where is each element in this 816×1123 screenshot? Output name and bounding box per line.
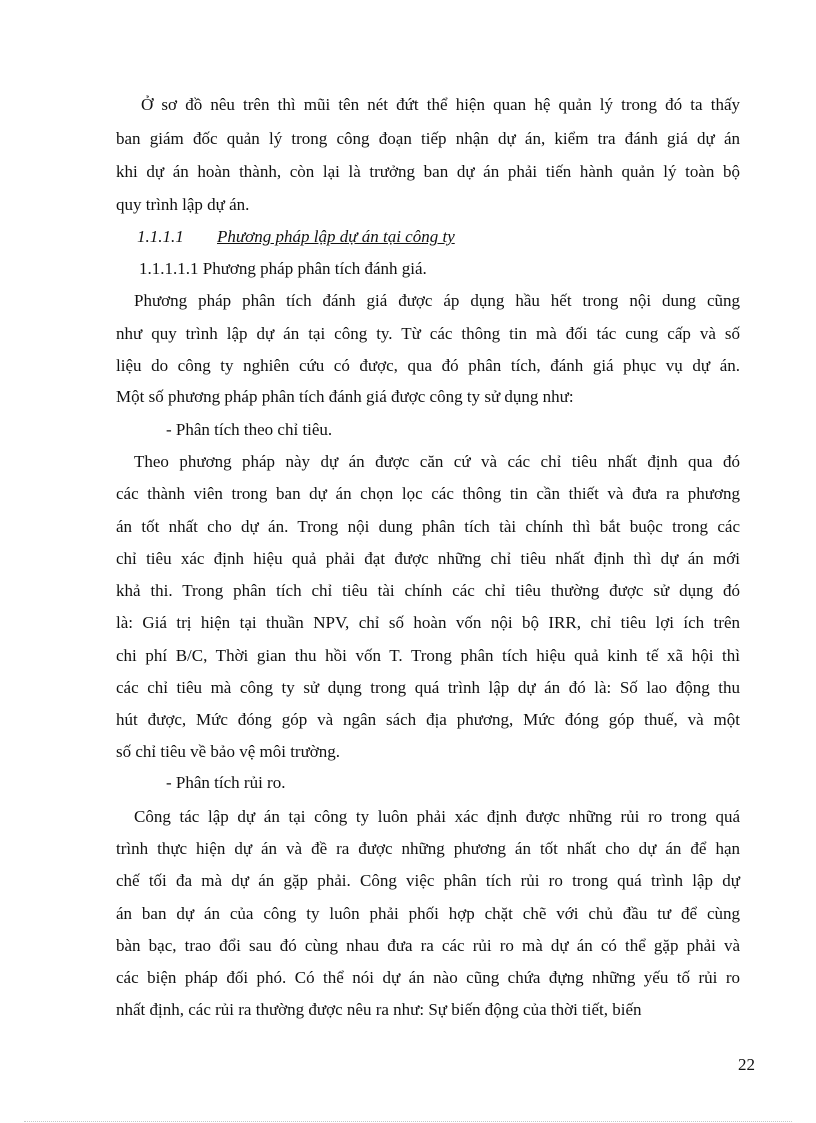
paragraph-4-line-3: chế tối đa mà dự án gặp phải. Công việc phân tích rủi ro trong quá trình lập dự <box>116 871 740 890</box>
footer-divider <box>24 1121 792 1122</box>
section-heading-4-title: Phương pháp lập dự án tại công ty <box>217 227 455 246</box>
paragraph-3-line-5: khả thi. Trong phân tích chỉ tiêu tài chính các chỉ tiêu thường được sử dụng đó <box>116 581 740 600</box>
paragraph-3-line-2: các thành viên trong ban dự án chọn lọc các thông tin cần thiết và đưa ra phương <box>116 484 740 503</box>
paragraph-3-line-10: số chỉ tiêu về bảo vệ môi trường. <box>116 742 341 761</box>
bullet-analysis-by-indicator: - Phân tích theo chỉ tiêu. <box>166 420 333 439</box>
paragraph-1-line-2: ban giám đốc quản lý trong công đoạn tiếp nhận dự án, kiểm tra đánh giá dự án <box>116 129 740 148</box>
paragraph-3-line-4: chỉ tiêu xác định hiệu quả phải đạt được những chỉ tiêu nhất định thì dự án mới <box>116 549 740 568</box>
paragraph-4-line-2: trình thực hiện dự án và đề ra được những phương án tốt nhất cho dự án để hạn <box>116 839 740 858</box>
paragraph-2-line-1: Phương pháp phân tích đánh giá được áp dụng hầu hết trong nội dung cũng <box>134 291 740 310</box>
paragraph-4-line-4: án ban dự án của công ty luôn phải phối hợp chặt chẽ với chủ đầu tư để cùng <box>116 904 740 923</box>
paragraph-4-line-1: Công tác lập dự án tại công ty luôn phải xác định được những rủi ro trong quá <box>134 807 740 826</box>
section-heading-5: 1.1.1.1.1 Phương pháp phân tích đánh giá. <box>139 259 427 278</box>
paragraph-3-line-8: các chỉ tiêu mà công ty sử dụng trong quá trình lập dự án đó là: Số lao động thu <box>116 678 740 697</box>
paragraph-4-line-5: bàn bạc, trao đổi sau đó cùng nhau đưa ra các rủi ro mà dự án có thể gặp phải và <box>116 936 740 955</box>
page-number: 22 <box>738 1055 755 1074</box>
paragraph-4-line-7: nhất định, các rủi ra thường được nêu ra như: Sự biến động của thời tiết, biến <box>116 1000 642 1019</box>
paragraph-2-line-3: liệu do công ty nghiên cứu có được, qua đó phân tích, đánh giá phục vụ dự án. <box>116 356 740 375</box>
bullet-risk-analysis: - Phân tích rủi ro. <box>166 773 286 792</box>
paragraph-3-line-6: là: Giá trị hiện tại thuần NPV, chỉ số hoàn vốn nội bộ IRR, chỉ tiêu lợi ích trên <box>116 613 740 632</box>
paragraph-3-line-7: chi phí B/C, Thời gian thu hồi vốn T. Trong phân tích hiệu quả kinh tế xã hội thì <box>116 646 740 665</box>
paragraph-3-line-3: án tốt nhất cho dự án. Trong nội dung phân tích tài chính thì bắt buộc trong các <box>116 517 740 536</box>
paragraph-1-line-1: Ở sơ đồ nêu trên thì mũi tên nét đứt thể hiện quan hệ quản lý trong đó ta thấy <box>141 95 740 114</box>
paragraph-4-line-6: các biện pháp đối phó. Có thể nói dự án nào cũng chứa đựng những yếu tố rủi ro <box>116 968 740 987</box>
paragraph-2-line-2: như quy trình lập dự án tại công ty. Từ các thông tin mà đối tác cung cấp và số <box>116 324 740 343</box>
section-heading-4-number: 1.1.1.1 <box>137 227 184 246</box>
paragraph-3-line-1: Theo phương pháp này dự án được căn cứ và các chỉ tiêu nhất định qua đó <box>134 452 740 471</box>
section-heading-4 <box>137 226 455 248</box>
paragraph-2-line-4: Một số phương pháp phân tích đánh giá được công ty sử dụng như: <box>116 387 574 406</box>
paragraph-1-line-3: khi dự án hoàn thành, còn lại là trưởng ban dự án phải tiến hành quản lý toàn bộ <box>116 162 740 181</box>
paragraph-3-line-9: hút được, Mức đóng góp và ngân sách địa phương, Mức đóng góp thuế, và một <box>116 710 740 729</box>
paragraph-1-line-4: quy trình lập dự án. <box>116 195 250 214</box>
